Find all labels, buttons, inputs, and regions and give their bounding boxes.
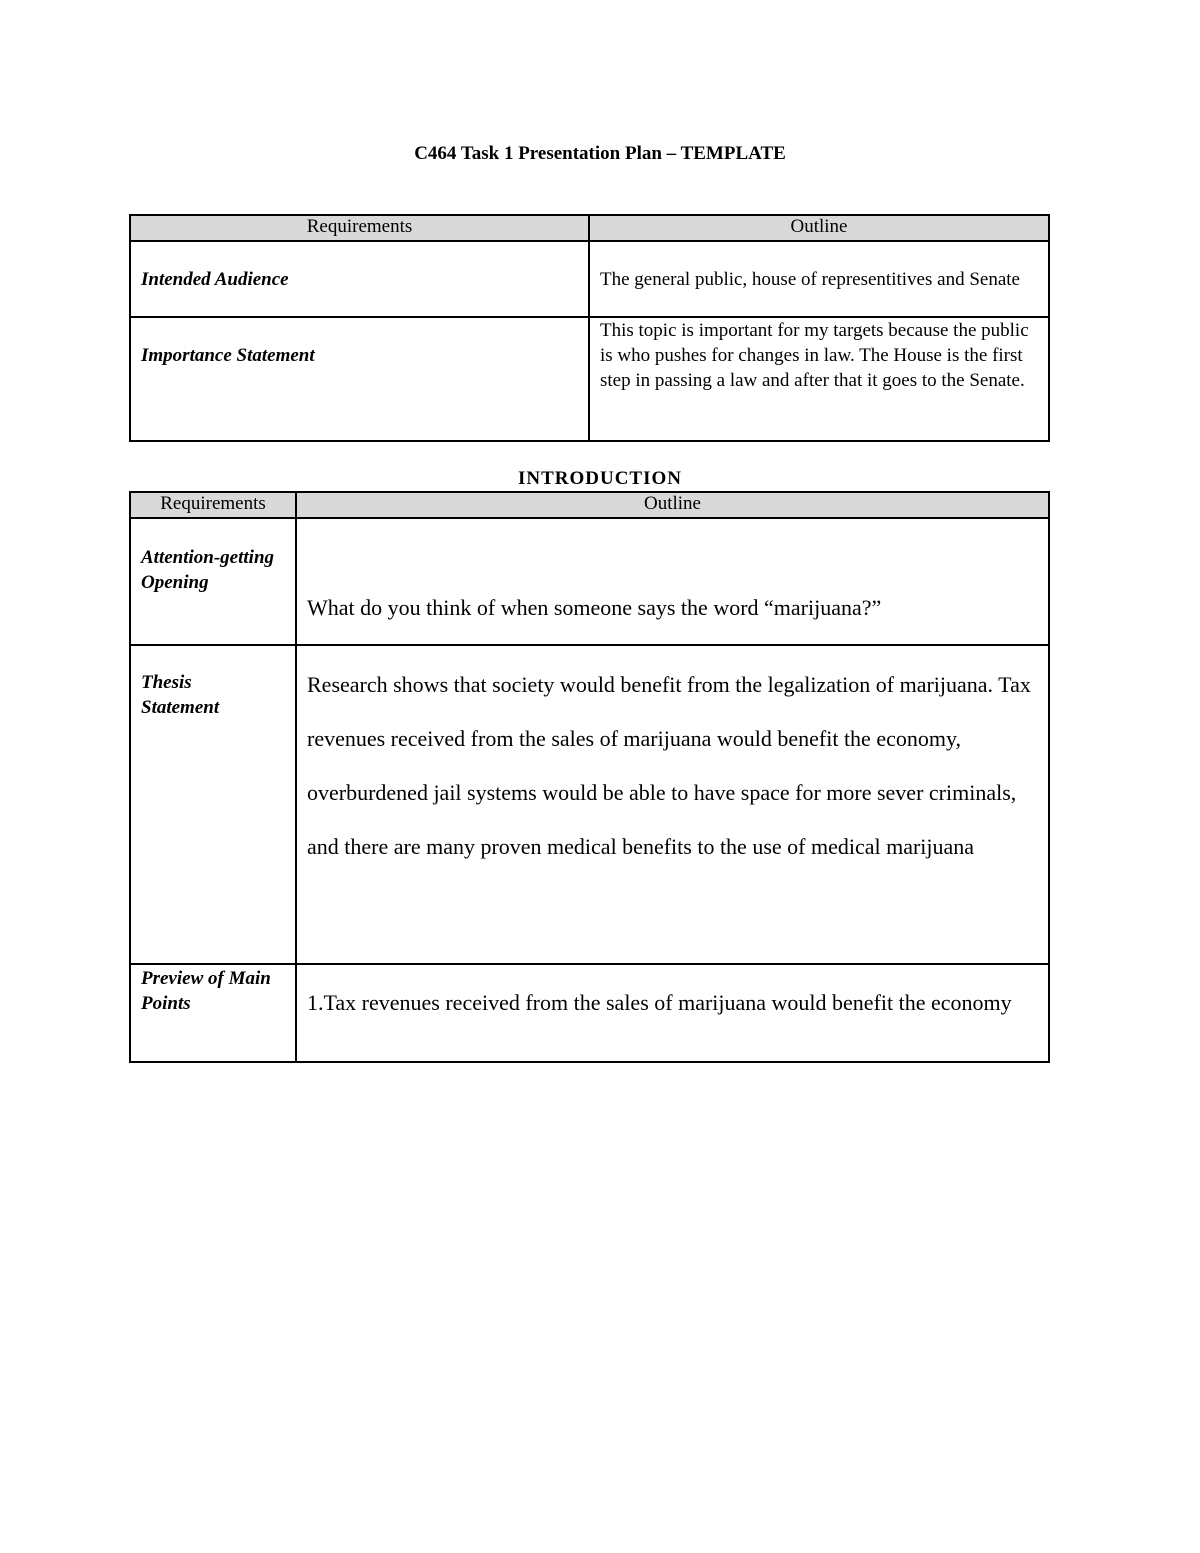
- outline-cell: [296, 964, 1049, 1062]
- table-header-row: [130, 215, 1049, 241]
- requirement-label: Intended Audience: [141, 269, 289, 290]
- outline-text: 1.Tax revenues received from the sales of marijuana would benefit the economy: [307, 990, 1012, 1015]
- outline-text: What do you think of when someone says the word “marijuana?”: [307, 595, 882, 620]
- column-header-outline: Outline: [589, 215, 1049, 241]
- requirement-cell: [130, 241, 589, 317]
- section-heading: INTRODUCTION: [517, 468, 683, 489]
- column-header-requirements: Requirements: [130, 215, 589, 241]
- outline-cell: [589, 241, 1049, 317]
- requirement-label: Attention-getting Opening: [141, 547, 275, 593]
- introduction-table: [129, 491, 1050, 1063]
- requirement-cell: [130, 317, 589, 441]
- outline-text: The general public, house of representitives and Senate: [600, 269, 1020, 290]
- column-header-outline: Outline: [296, 492, 1049, 518]
- outline-text: This topic is important for my targets because the public is who pushes for changes in law. The House is the first step in passing a law and after that it goes to the Senate.: [600, 320, 1029, 391]
- requirement-cell: [130, 518, 296, 645]
- table-row: [130, 518, 1049, 645]
- requirement-cell: [130, 964, 296, 1062]
- table-row: [130, 241, 1049, 317]
- table-row: [130, 964, 1049, 1062]
- table-header-row: [130, 492, 1049, 518]
- table-row: [130, 645, 1049, 964]
- column-header-requirements: Requirements: [130, 492, 296, 518]
- requirement-label: Thesis Statement: [141, 672, 220, 718]
- table-row: [130, 317, 1049, 441]
- requirement-label: Preview of Main Points: [141, 968, 271, 1014]
- outline-text: Research shows that society would benefit from the legalization of marijuana. Tax revenues received from the sales of marijuana would benefit the economy, overburdened jail systems would be able to have space for more sever criminals, and there are many proven medical benefits to the use of medical marijuana: [307, 672, 1031, 859]
- outline-cell: [296, 645, 1049, 964]
- outline-cell: [296, 518, 1049, 645]
- requirement-cell: [130, 645, 296, 964]
- audience-table: [129, 214, 1050, 442]
- page-title: C464 Task 1 Presentation Plan – TEMPLATE: [414, 143, 786, 164]
- requirement-label: Importance Statement: [141, 345, 315, 366]
- outline-cell: [589, 317, 1049, 441]
